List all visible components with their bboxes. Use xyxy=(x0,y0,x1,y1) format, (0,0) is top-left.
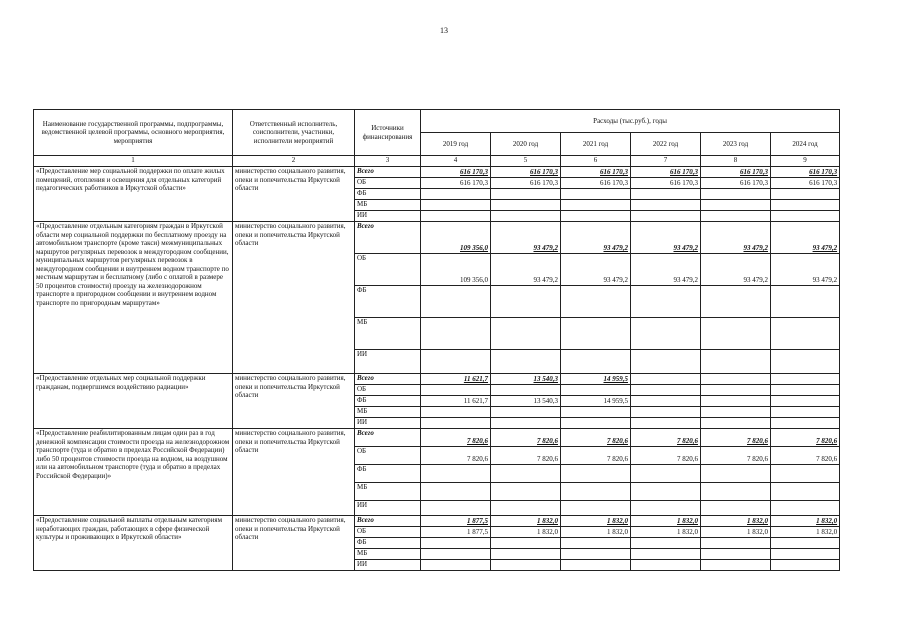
value-cell xyxy=(701,527,771,538)
value-text: 1 832,0 xyxy=(747,517,768,526)
value-cell xyxy=(421,178,491,189)
value-text: 1 832,0 xyxy=(816,517,838,526)
value-cell xyxy=(421,501,491,516)
value-text: 93 479,2 xyxy=(743,276,768,285)
column-number: 9 xyxy=(771,156,840,167)
value-text: 616 170,3 xyxy=(600,179,628,188)
value-cell xyxy=(561,407,631,418)
value-cell xyxy=(631,254,701,286)
total-value xyxy=(561,374,631,385)
value-cell xyxy=(491,549,561,560)
total-value xyxy=(701,167,771,178)
value-cell xyxy=(491,396,561,407)
value-cell xyxy=(491,527,561,538)
value-text: 1 832,0 xyxy=(537,528,558,537)
table-row xyxy=(34,222,840,254)
value-cell xyxy=(421,483,491,501)
value-cell xyxy=(421,254,491,286)
value-cell xyxy=(561,189,631,200)
value-cell xyxy=(701,418,771,429)
total-value xyxy=(631,516,701,527)
value-cell xyxy=(491,447,561,465)
measure-name: «Предоставление социальной выплаты отдельным категориям неработающих граждан, работающих в сфере физической культуры и проживающих в Иркутской области» xyxy=(34,516,233,571)
funding-source: МБ xyxy=(355,549,421,560)
value-cell xyxy=(421,385,491,396)
value-cell xyxy=(421,407,491,418)
value-text: 14 959,5 xyxy=(603,397,628,406)
header-expenses: Расходы (тыс.руб.), годы xyxy=(421,110,840,133)
value-cell xyxy=(421,286,491,318)
total-value xyxy=(631,374,701,385)
value-text: 7 820,6 xyxy=(537,455,558,464)
value-cell xyxy=(561,549,631,560)
column-number: 8 xyxy=(701,156,771,167)
total-value xyxy=(631,429,701,447)
funding-source: ФБ xyxy=(355,286,421,318)
total-value xyxy=(491,167,561,178)
total-value xyxy=(491,222,561,254)
column-number: 2 xyxy=(233,156,355,167)
funding-source: МБ xyxy=(355,318,421,350)
header-year: 2021 год xyxy=(561,133,631,156)
value-text: 616 170,3 xyxy=(809,168,838,177)
value-text: 7 820,6 xyxy=(747,455,768,464)
value-text: 1 832,0 xyxy=(677,517,698,526)
value-cell xyxy=(421,200,491,211)
value-text: 7 820,6 xyxy=(677,437,698,446)
value-cell xyxy=(561,465,631,483)
value-cell xyxy=(631,527,701,538)
funding-source: Всего xyxy=(355,222,421,254)
value-cell xyxy=(631,549,701,560)
value-cell xyxy=(701,447,771,465)
measure-name: «Предоставление мер социальной поддержки по оплате жилых помещений, отопления и освещения для отдельных категорий педагогических работников в Иркутской области» xyxy=(34,167,233,222)
value-cell xyxy=(421,538,491,549)
value-cell xyxy=(561,200,631,211)
value-cell xyxy=(491,350,561,374)
value-text: 1 877,5 xyxy=(467,517,488,526)
value-text: 1 832,0 xyxy=(816,528,838,537)
value-text: 109 356,0 xyxy=(460,244,488,253)
value-cell xyxy=(631,538,701,549)
value-cell xyxy=(631,189,701,200)
value-cell xyxy=(771,189,840,200)
funding-source: ИИ xyxy=(355,211,421,222)
value-cell xyxy=(561,211,631,222)
value-cell xyxy=(491,200,561,211)
total-value xyxy=(631,222,701,254)
total-value xyxy=(421,374,491,385)
column-number: 3 xyxy=(355,156,421,167)
page-number: 13 xyxy=(440,26,448,35)
value-cell xyxy=(771,560,840,571)
header-year: 2019 год xyxy=(421,133,491,156)
value-cell xyxy=(701,189,771,200)
value-cell xyxy=(631,501,701,516)
value-cell xyxy=(491,286,561,318)
measure-name: «Предоставление отдельным категориям граждан в Иркутской области мер социальной поддержки по бесплатному проезду на автомобильном транспорте (кроме такси) межмуниципальных маршрутов регулярных перевозок в междугородном сообщении, муниципальных маршрутов регулярных перевозок в междугородном сообщении и внутреннем водном транспорте по местным маршрутам и бесплатному (либо с оплатой в размере 50 процентов стоимости) проезду на железнодорожном транспорте в пригородном сообщении и внутреннем водном транспорте по пригородным маршрутам» xyxy=(34,222,233,374)
value-cell xyxy=(631,560,701,571)
value-cell xyxy=(631,350,701,374)
header-year: 2024 год xyxy=(771,133,840,156)
value-text: 7 820,6 xyxy=(467,455,488,464)
value-text: 616 170,3 xyxy=(809,179,838,188)
value-cell xyxy=(771,200,840,211)
column-number: 4 xyxy=(421,156,491,167)
total-value xyxy=(491,516,561,527)
value-text: 93 479,2 xyxy=(812,276,838,285)
value-cell xyxy=(631,483,701,501)
value-text: 7 820,6 xyxy=(607,455,628,464)
total-value xyxy=(561,167,631,178)
measure-name: «Предоставление реабилитированным лицам один раз в год денежной компенсации стоимости проезда на железнодорожном транспорте (туда и обратно в пределах Российской Федерации) либо 50 процентов стоимости проезда на водном, на воздушном или на автомобильном транспорте (туда и обратно в пределах Российской Федерации)» xyxy=(34,429,233,516)
value-cell xyxy=(561,286,631,318)
value-text: 1 832,0 xyxy=(677,528,698,537)
value-cell xyxy=(631,178,701,189)
value-text: 93 479,2 xyxy=(812,244,838,253)
value-text: 93 479,2 xyxy=(603,244,628,253)
total-value xyxy=(701,222,771,254)
funding-source: МБ xyxy=(355,407,421,418)
value-cell xyxy=(491,385,561,396)
value-text: 616 170,3 xyxy=(460,179,488,188)
value-text: 13 540,3 xyxy=(533,397,558,406)
column-number: 1 xyxy=(34,156,233,167)
total-value xyxy=(701,516,771,527)
measure-name: «Предоставление отдельных мер социальной поддержки гражданам, подвергшимся воздействию радиации» xyxy=(34,374,233,429)
executor-name: министерство социального развития, опеки и попечительства Иркутской области xyxy=(233,516,355,571)
value-cell xyxy=(771,418,840,429)
funding-source: МБ xyxy=(355,200,421,211)
value-text: 616 170,3 xyxy=(740,179,768,188)
value-cell xyxy=(701,200,771,211)
value-text: 7 820,6 xyxy=(747,437,768,446)
value-cell xyxy=(771,286,840,318)
value-cell xyxy=(701,178,771,189)
value-cell xyxy=(491,254,561,286)
value-cell xyxy=(701,549,771,560)
value-cell xyxy=(421,560,491,571)
total-value xyxy=(701,429,771,447)
value-cell xyxy=(491,538,561,549)
value-cell xyxy=(771,527,840,538)
value-cell xyxy=(701,483,771,501)
value-cell xyxy=(421,447,491,465)
header-year: 2023 год xyxy=(701,133,771,156)
value-cell xyxy=(561,483,631,501)
value-cell xyxy=(701,318,771,350)
value-cell xyxy=(771,211,840,222)
total-value xyxy=(771,222,840,254)
funding-source: ИИ xyxy=(355,350,421,374)
column-number: 5 xyxy=(491,156,561,167)
value-cell xyxy=(631,211,701,222)
value-text: 13 540,3 xyxy=(533,375,558,384)
funding-source: ИИ xyxy=(355,418,421,429)
funding-source: ИИ xyxy=(355,560,421,571)
value-cell xyxy=(771,483,840,501)
value-cell xyxy=(491,483,561,501)
value-cell xyxy=(701,501,771,516)
value-cell xyxy=(491,418,561,429)
value-cell xyxy=(561,418,631,429)
value-cell xyxy=(701,465,771,483)
value-text: 14 959,5 xyxy=(603,375,628,384)
value-text: 1 832,0 xyxy=(537,517,558,526)
value-text: 7 820,6 xyxy=(607,437,628,446)
value-cell xyxy=(561,318,631,350)
value-cell xyxy=(421,549,491,560)
value-text: 1 832,0 xyxy=(607,517,628,526)
total-value xyxy=(561,222,631,254)
value-cell xyxy=(701,407,771,418)
value-cell xyxy=(421,527,491,538)
value-cell xyxy=(701,286,771,318)
total-value xyxy=(421,222,491,254)
funding-source: ОБ xyxy=(355,178,421,189)
value-cell xyxy=(771,538,840,549)
table-row xyxy=(34,167,840,178)
funding-source: ФБ xyxy=(355,189,421,200)
total-value xyxy=(421,429,491,447)
value-cell xyxy=(631,318,701,350)
value-text: 109 356,0 xyxy=(460,276,488,285)
total-value xyxy=(771,516,840,527)
value-text: 7 820,6 xyxy=(816,455,838,464)
value-cell xyxy=(771,549,840,560)
funding-source: Всего xyxy=(355,516,421,527)
value-cell xyxy=(561,501,631,516)
value-text: 93 479,2 xyxy=(673,244,698,253)
funding-source: ОБ xyxy=(355,254,421,286)
total-value xyxy=(771,374,840,385)
value-text: 1 832,0 xyxy=(747,528,768,537)
value-text: 7 820,6 xyxy=(816,437,838,446)
executor-name: министерство социального развития, опеки и попечительства Иркутской области xyxy=(233,429,355,516)
value-cell xyxy=(491,560,561,571)
value-cell xyxy=(771,178,840,189)
total-value xyxy=(561,516,631,527)
value-text: 93 479,2 xyxy=(673,276,698,285)
value-cell xyxy=(701,538,771,549)
value-cell xyxy=(631,465,701,483)
value-cell xyxy=(491,178,561,189)
value-cell xyxy=(631,385,701,396)
header-executor: Ответственный исполнитель, соисполнители, участники, исполнители мероприятий xyxy=(233,110,355,156)
total-value xyxy=(771,167,840,178)
value-cell xyxy=(561,527,631,538)
value-cell xyxy=(771,447,840,465)
value-cell xyxy=(771,396,840,407)
value-cell xyxy=(421,396,491,407)
value-cell xyxy=(561,396,631,407)
value-cell xyxy=(631,447,701,465)
value-text: 93 479,2 xyxy=(743,244,768,253)
value-cell xyxy=(421,350,491,374)
executor-name: министерство социального развития, опеки и попечительства Иркутской области xyxy=(233,374,355,429)
value-cell xyxy=(421,465,491,483)
value-cell xyxy=(561,178,631,189)
executor-name: министерство социального развития, опеки и попечительства Иркутской области xyxy=(233,222,355,374)
value-text: 616 170,3 xyxy=(460,168,488,177)
value-cell xyxy=(421,189,491,200)
column-number: 6 xyxy=(561,156,631,167)
value-text: 616 170,3 xyxy=(670,168,698,177)
executor-name: министерство социального развития, опеки и попечительства Иркутской области xyxy=(233,167,355,222)
value-cell xyxy=(771,350,840,374)
value-text: 93 479,2 xyxy=(533,276,558,285)
value-text: 616 170,3 xyxy=(530,168,558,177)
value-cell xyxy=(491,318,561,350)
value-cell xyxy=(701,385,771,396)
funding-source: ФБ xyxy=(355,538,421,549)
total-value xyxy=(701,374,771,385)
value-cell xyxy=(491,189,561,200)
value-cell xyxy=(771,407,840,418)
value-cell xyxy=(561,350,631,374)
funding-source: ИИ xyxy=(355,501,421,516)
funding-source: Всего xyxy=(355,167,421,178)
value-cell xyxy=(701,211,771,222)
value-text: 93 479,2 xyxy=(533,244,558,253)
value-cell xyxy=(491,407,561,418)
expenses-table xyxy=(33,109,840,571)
value-text: 11 621,7 xyxy=(463,375,488,384)
value-text: 7 820,6 xyxy=(467,437,488,446)
value-cell xyxy=(631,286,701,318)
value-cell xyxy=(561,385,631,396)
funding-source: ОБ xyxy=(355,527,421,538)
value-text: 93 479,2 xyxy=(603,276,628,285)
value-cell xyxy=(421,211,491,222)
total-value xyxy=(421,167,491,178)
total-value xyxy=(631,167,701,178)
value-cell xyxy=(771,465,840,483)
funding-source: ФБ xyxy=(355,465,421,483)
column-number: 7 xyxy=(631,156,701,167)
value-cell xyxy=(631,396,701,407)
value-cell xyxy=(561,560,631,571)
value-cell xyxy=(771,318,840,350)
value-text: 616 170,3 xyxy=(670,179,698,188)
header-name: Наименование государственной программы, подпрограммы, ведомственной целевой программы, основного мероприятия, мероприятия xyxy=(34,110,233,156)
header-year: 2022 год xyxy=(631,133,701,156)
value-cell xyxy=(561,447,631,465)
value-cell xyxy=(561,254,631,286)
value-cell xyxy=(771,501,840,516)
value-cell xyxy=(701,560,771,571)
value-cell xyxy=(491,211,561,222)
funding-source: ФБ xyxy=(355,396,421,407)
table-row xyxy=(34,374,840,385)
value-cell xyxy=(771,254,840,286)
total-value xyxy=(491,429,561,447)
total-value xyxy=(421,516,491,527)
table-row xyxy=(34,516,840,527)
funding-source: ОБ xyxy=(355,447,421,465)
value-cell xyxy=(561,538,631,549)
value-text: 1 877,5 xyxy=(467,528,488,537)
funding-source: МБ xyxy=(355,483,421,501)
value-cell xyxy=(421,418,491,429)
value-cell xyxy=(771,385,840,396)
funding-source: Всего xyxy=(355,374,421,385)
total-value xyxy=(771,429,840,447)
value-cell xyxy=(491,501,561,516)
value-cell xyxy=(631,200,701,211)
value-cell xyxy=(701,396,771,407)
header-source: Источники финансирования xyxy=(355,110,421,156)
value-cell xyxy=(421,318,491,350)
value-text: 7 820,6 xyxy=(537,437,558,446)
value-text: 7 820,6 xyxy=(677,455,698,464)
value-text: 616 170,3 xyxy=(740,168,768,177)
value-cell xyxy=(631,407,701,418)
total-value xyxy=(561,429,631,447)
value-text: 1 832,0 xyxy=(607,528,628,537)
value-text: 616 170,3 xyxy=(600,168,628,177)
funding-source: ОБ xyxy=(355,385,421,396)
table-row xyxy=(34,429,840,447)
value-cell xyxy=(701,254,771,286)
value-cell xyxy=(491,465,561,483)
value-text: 616 170,3 xyxy=(530,179,558,188)
total-value xyxy=(491,374,561,385)
header-year: 2020 год xyxy=(491,133,561,156)
value-cell xyxy=(631,418,701,429)
funding-source: Всего xyxy=(355,429,421,447)
value-text: 11 621,7 xyxy=(463,397,488,406)
value-cell xyxy=(701,350,771,374)
